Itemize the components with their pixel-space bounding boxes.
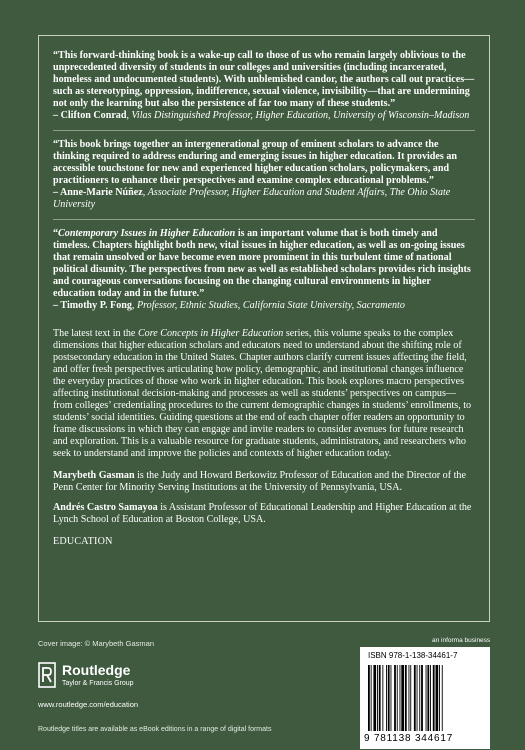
subject-category: EDUCATION	[53, 536, 113, 547]
ebook-note: Routledge titles are available as eBook editions in a range of digital formats	[38, 726, 272, 733]
book-title: Contemporary Issues in Higher Education	[58, 228, 236, 239]
back-cover-text-panel	[38, 35, 490, 622]
author-name: Andrés Castro Samayoa	[53, 502, 158, 513]
barcode-digits: 9 781138 344617	[364, 733, 454, 744]
publisher-url[interactable]: www.routledge.com/education	[38, 700, 139, 709]
routledge-logo-icon	[38, 662, 56, 688]
isbn-label: ISBN 978-1-138-34461-7	[368, 651, 458, 660]
author-bio: Marybeth Gasman is the Judy and Howard Berkowitz Professor of Education and the Director of the Penn Center for Minority Serving Institutions at the University of Pennsylvania, USA.	[53, 470, 466, 493]
quote-affiliation: Professor, Ethnic Studies, California State University, Sacramento	[136, 300, 405, 311]
quote-attribution: – Timothy P. Fong, Professor, Ethnic Studies, California State University, Sacramento	[53, 300, 405, 311]
quote-attribution: – Anne-Marie Núñez, Associate Professor, Higher Education and Student Affairs, The Ohio State University	[53, 187, 451, 210]
publisher-group: Taylor & Francis Group	[62, 680, 134, 687]
divider	[53, 130, 475, 131]
endorsement-quote	[53, 228, 475, 312]
isbn-barcode-box	[360, 647, 490, 749]
author-name: Marybeth Gasman	[53, 470, 135, 481]
quote-author: – Timothy P. Fong	[53, 300, 132, 311]
divider	[53, 219, 475, 220]
quote-text: “This forward-thinking book is a wake-up call to those of us who remain largely oblivious to the unprecedented diversity of students in our colleges and universities (including incarcerated, homeless and undocumented students). With unblemished candor, the authors call out practices—such as stereotyping, oppression, indifference, sexual violence, invisibility—that are undermining not only the learning but also the persistence of far too many of these students.”	[53, 50, 475, 109]
series-title: Core Concepts in Higher Education	[137, 328, 284, 339]
quote-author: – Anne-Marie Núñez	[53, 187, 143, 198]
quote-attribution: – Clifton Conrad, Vilas Distinguished Professor, Higher Education, University of Wisconsin–Madison	[53, 110, 470, 121]
book-description: The latest text in the Core Concepts in Higher Education series, this volume speaks to the complex dimensions that higher education scholars and educators need to understand about the shifting role of postsecondary education in the United States. Chapter authors clarify current issues affecting the field, and offer fresh perspectives articulating how policy, demographic, and institutional changes influence the everyday practices of those who work in higher education. This book explores macro perspectives affecting institutional decision-making and processes as well as students’ perspectives on campus—from colleges’ credentialing procedures to the current demographic changes in students’ enrollments, to students’ social identities. Guiding questions at the end of each chapter offer readers an opportunity to frame discussions in which they can engage and invite readers to consider avenues for future research and exploration. This is a valuable resource for graduate students, administrators, and researchers who seek to understand and improve the policies and contexts of higher education today.	[53, 328, 472, 459]
endorsement-quote	[53, 50, 475, 122]
quote-affiliation: Vilas Distinguished Professor, Higher Education, University of Wisconsin–Madison	[131, 110, 470, 121]
publisher-name: Routledge	[62, 662, 131, 678]
quote-text: “This book brings together an intergenerational group of eminent scholars to advance the thinking required to address enduring and emerging issues in higher education. It provides an accessible touchstone for new and experienced higher education scholars, policymakers, and practitioners to enhance their perspectives and examine complex educational problems.”	[53, 139, 458, 186]
cover-credit: Cover image: © Marybeth Gasman	[38, 639, 154, 648]
publisher-footer	[0, 622, 525, 750]
quote-author: – Clifton Conrad	[53, 110, 127, 121]
quote-text: “Contemporary Issues in Higher Education is an important volume that is both timely and timeless. Chapters highlight both new, vital issues in higher education, as well as on-going issues that remain unsolved or have become even more prominent in this turbulent time of national political disunity. The perspectives from new as well as established scholars provides rich insights and courageous conversations focusing on the changing cultural environments in higher education today and in the future.”	[53, 228, 471, 299]
author-bio: Andrés Castro Samayoa is Assistant Professor of Educational Leadership and Higher Education at the Lynch School of Education at Boston College, USA.	[53, 502, 472, 525]
quote-affiliation: Associate Professor, Higher Education and Student Affairs, The Ohio State University	[53, 187, 451, 210]
endorsement-quote	[53, 139, 475, 211]
informa-tagline: an informa business	[432, 637, 491, 644]
barcode-icon	[368, 665, 482, 733]
